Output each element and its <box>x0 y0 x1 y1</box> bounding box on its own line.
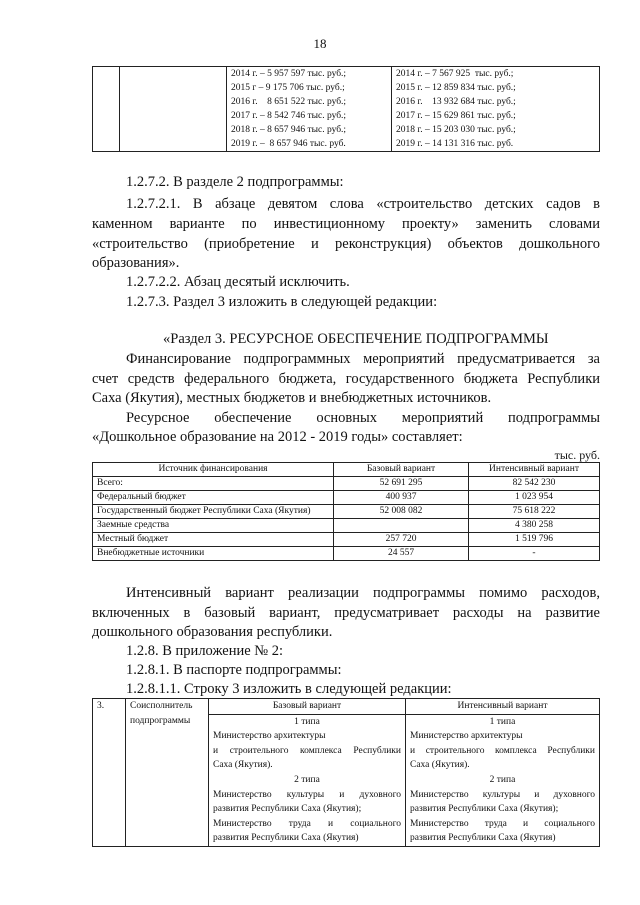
resource-paragraph-line: «Дошкольное образование на 2012 - 2019 годы» составляет: <box>92 429 463 445</box>
co-executor-label: Соисполнитель <box>130 701 193 711</box>
type-2-label: 2 типа <box>294 774 320 785</box>
paragraph-1-2-7-2-1-line: 1.2.7.2.1. В абзаце девятом слова «строительство детских садов в <box>126 196 600 212</box>
source-cell: Внебюджетные источники <box>93 547 334 561</box>
intensive-cell: 75 618 222 <box>469 505 600 519</box>
paragraph-1-2-7-2-2: 1.2.7.2.2. Абзац десятый исключить. <box>126 274 350 290</box>
source-cell: Государственный бюджет Республики Саха (Якутия) <box>93 505 334 519</box>
header-basic: Базовый вариант <box>209 699 406 715</box>
ministry-line: Министерство архитектуры <box>213 731 326 742</box>
table-row <box>93 519 600 533</box>
co-executor-table <box>92 698 600 847</box>
paragraph-1-2-7-3: 1.2.7.3. Раздел 3 изложить в следующей редакции: <box>126 294 438 310</box>
ministry-line: и строительного комплекса Республики <box>213 745 401 756</box>
basic-cell: 52 691 295 <box>334 477 469 491</box>
basic-year-line: 2014 г. – 5 957 597 тыс. руб.; <box>231 69 347 79</box>
unit-label: тыс. руб. <box>554 448 600 462</box>
type-1-label: 1 типа <box>294 716 320 727</box>
ministry-line: развития Республики Саха (Якутия) <box>410 833 556 844</box>
financing-paragraph-line: счет средств федерального бюджета, государственного бюджета Республики <box>92 371 600 387</box>
source-cell: Заемные средства <box>93 519 334 533</box>
header-source: Источник финансирования <box>93 463 334 477</box>
ministry-line: Саха (Якутия). <box>410 760 470 771</box>
intensive-cell: - <box>469 547 600 561</box>
basic-cell: 257 720 <box>334 533 469 547</box>
row-number-cell: 3. <box>93 699 126 847</box>
source-cell: Всего: <box>93 477 334 491</box>
financing-paragraph-line: Саха (Якутия), местных бюджетов и внебюджетных источников. <box>92 390 492 406</box>
ministry-line: развития Республики Саха (Якутия) <box>213 833 359 844</box>
ministry-line: Министерство труда и социального <box>410 818 595 829</box>
ministry-line: Министерство архитектуры <box>410 731 523 742</box>
header-intensive: Интенсивный вариант <box>469 463 600 477</box>
table-row <box>93 547 600 561</box>
ministry-line: Министерство труда и социального <box>213 818 401 829</box>
source-cell: Федеральный бюджет <box>93 491 334 505</box>
paragraph-1-2-8: 1.2.8. В приложение № 2: <box>126 643 284 659</box>
table-row <box>93 505 600 519</box>
basic-years-cell <box>227 67 392 152</box>
basic-year-line: 2019 г. – 8 657 946 тыс. руб. <box>231 139 346 149</box>
financing-table <box>92 462 600 561</box>
header-basic: Базовый вариант <box>334 463 469 477</box>
intensive-variant-cell <box>406 714 600 846</box>
type-1-label: 1 типа <box>489 716 516 727</box>
paragraph-1-2-8-1-1: 1.2.8.1.1. Строку 3 изложить в следующей редакции: <box>126 681 452 697</box>
basic-year-line: 2017 г. – 8 542 746 тыс. руб.; <box>231 111 347 121</box>
paragraph-1-2-7-2-1-line: каменном варианте по инвестиционному проекту» заменить словами <box>92 216 600 232</box>
type-2-label: 2 типа <box>489 774 516 785</box>
section-title: «Раздел 3. РЕСУРСНОЕ ОБЕСПЕЧЕНИЕ ПОДПРОГРАММЫ <box>163 331 549 347</box>
intensive-cell: 4 380 258 <box>469 519 600 533</box>
intensive-paragraph-line: Интенсивный вариант реализации подпрограммы помимо расходов, <box>126 585 600 601</box>
intensive-cell: 1 519 796 <box>469 533 600 547</box>
paragraph-1-2-8-1: 1.2.8.1. В паспорте подпрограммы: <box>126 662 342 678</box>
intensive-cell: 82 542 230 <box>469 477 600 491</box>
table-row <box>93 533 600 547</box>
funding-years-table <box>92 66 600 152</box>
intensive-cell: 1 023 954 <box>469 491 600 505</box>
ministry-line: Министерство культуры и духовного <box>213 789 401 800</box>
co-executor-label-cell <box>126 699 209 847</box>
ministry-line: Саха (Якутия). <box>213 760 273 771</box>
resource-paragraph-line: Ресурсное обеспечение основных мероприятий подпрограммы <box>126 410 600 426</box>
basic-variant-cell <box>209 714 406 846</box>
intensive-year-line: 2014 г. – 7 567 925 тыс. руб.; <box>396 69 514 79</box>
paragraph-1-2-7-2-1-line: образования». <box>92 255 180 271</box>
intensive-year-line: 2017 г. – 15 629 861 тыс. руб.; <box>396 111 516 121</box>
ministry-line: и строительного комплекса Республики <box>410 745 595 756</box>
empty-cell <box>120 67 227 152</box>
basic-cell <box>334 519 469 533</box>
intensive-paragraph-line: включенных в базовый вариант, предусматривает расходы на развитие <box>92 605 600 621</box>
basic-cell: 400 937 <box>334 491 469 505</box>
table-row <box>93 477 600 491</box>
basic-year-line: 2016 г. 8 651 522 тыс. руб.; <box>231 97 347 107</box>
basic-cell: 52 008 082 <box>334 505 469 519</box>
co-executor-label: подпрограммы <box>130 715 191 726</box>
intensive-year-line: 2019 г. – 14 131 316 тыс. руб. <box>396 139 514 149</box>
financing-paragraph-line: Финансирование подпрограммных мероприятий предусматривается за <box>126 351 600 367</box>
intensive-year-line: 2015 г. – 12 859 834 тыс. руб.; <box>396 83 516 93</box>
paragraph-1-2-7-2: 1.2.7.2. В разделе 2 подпрограммы: <box>126 174 344 190</box>
intensive-year-line: 2018 г. – 15 203 030 тыс. руб.; <box>396 125 516 135</box>
page-number: 18 <box>313 36 327 51</box>
intensive-years-cell <box>392 67 600 152</box>
source-cell: Местный бюджет <box>93 533 334 547</box>
empty-cell <box>93 67 120 152</box>
ministry-line: Министерство культуры и духовного <box>410 789 595 800</box>
basic-year-line: 2018 г. – 8 657 946 тыс. руб.; <box>231 125 347 135</box>
basic-year-line: 2015 г – 9 175 706 тыс. руб.; <box>231 83 345 93</box>
intensive-paragraph-line: дошкольного образования республики. <box>92 624 333 640</box>
ministry-line: развития Республики Саха (Якутия); <box>213 804 362 815</box>
table-row <box>93 491 600 505</box>
header-intensive: Интенсивный вариант <box>406 699 600 715</box>
ministry-line: развития Республики Саха (Якутия); <box>410 804 559 815</box>
basic-cell: 24 557 <box>334 547 469 561</box>
intensive-year-line: 2016 г. 13 932 684 тыс. руб.; <box>396 97 516 107</box>
paragraph-1-2-7-2-1-line: «строительство (приобретение и реконструкция) объектов дошкольного <box>92 236 600 252</box>
